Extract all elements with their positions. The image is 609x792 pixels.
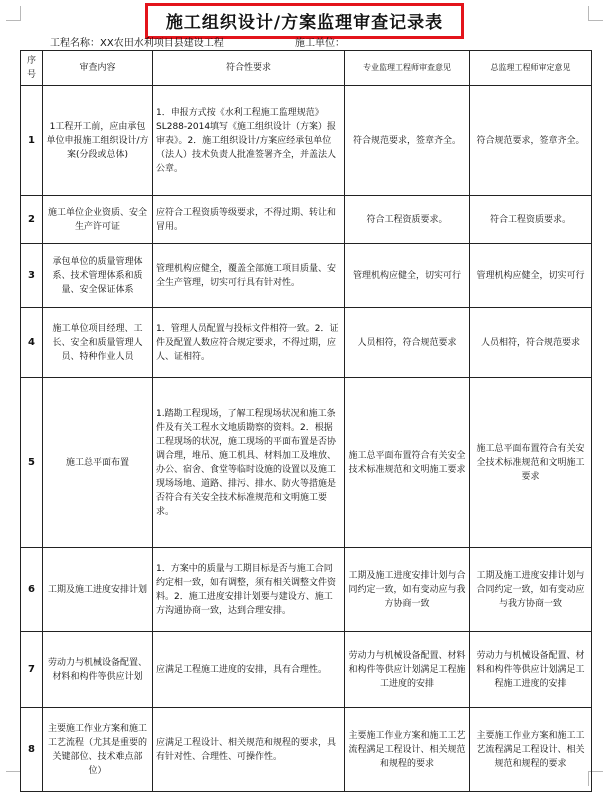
row-engineer-opinion: 劳动力与机械设备配置、材料和构件等供应计划满足工程施工进度的安排 xyxy=(345,632,470,708)
row-item: 承包单位的质量管理体系、技术管理体系和质量、安全保证体系 xyxy=(43,244,153,308)
meta-line xyxy=(50,34,590,49)
row-engineer-opinion: 主要施工作业方案和施工工艺流程满足工程设计、相关规范和规程的要求 xyxy=(345,708,470,792)
table-row xyxy=(21,86,592,196)
row-engineer-opinion: 工期及施工进度安排计划与合同约定一致，如有变动应与我方协商一致 xyxy=(345,548,470,632)
row-chief-opinion: 管理机构应健全，切实可行 xyxy=(470,244,592,308)
row-item: 施工总平面布置 xyxy=(43,378,153,548)
header-engineer-opinion: 专业监理工程师审查意见 xyxy=(345,51,470,86)
row-requirement: 1.踏勘工程现场，了解工程现场状况和施工条件及有关工程水文地质勘察的资料。2．根据工程现场的状况，施工现场的平面布置是否协调合理，堆吊、施工机具、材料加工及堆放、办公、宿舍、食堂等临时设施的设置以及施工现场场地、道路、排污、排水、防火等措施是否符合有关安全技术标准规范和文明施工要求。 xyxy=(153,378,345,548)
row-engineer-opinion: 符合规范要求，签章齐全。 xyxy=(345,86,470,196)
row-no: 4 xyxy=(21,308,43,378)
table-row xyxy=(21,708,592,792)
row-chief-opinion: 人员相符，符合规范要求 xyxy=(470,308,592,378)
row-item: 施工单位企业资质、安全生产许可证 xyxy=(43,196,153,244)
row-requirement: 应满足工程施工进度的安排，具有合理性。 xyxy=(153,632,345,708)
header-item: 审查内容 xyxy=(43,51,153,86)
table-row xyxy=(21,632,592,708)
table-row xyxy=(21,196,592,244)
row-chief-opinion: 工期及施工进度安排计划与合同约定一致，如有变动应与我方协商一致 xyxy=(470,548,592,632)
table-header-row xyxy=(21,51,592,86)
row-item: 1工程开工前，应由承包单位申报施工组织设计/方案(分段或总体) xyxy=(43,86,153,196)
row-item: 主要施工作业方案和施工工艺流程（尤其是重要的关键部位、技术难点部位） xyxy=(43,708,153,792)
row-engineer-opinion: 管理机构应健全，切实可行 xyxy=(345,244,470,308)
header-requirement: 符合性要求 xyxy=(153,51,345,86)
review-table xyxy=(20,50,592,792)
document-title: 施工组织设计/方案监理审查记录表 xyxy=(145,3,464,39)
row-chief-opinion: 施工总平面布置符合有关安全技术标准规范和文明施工要求 xyxy=(470,378,592,548)
row-item: 劳动力与机械设备配置、材料和构件等供应计划 xyxy=(43,632,153,708)
row-requirement: 1．管理人员配置与投标文件相符一致。2．证件及配置人数应符合规定要求，不得过期，应人、证相符。 xyxy=(153,308,345,378)
row-requirement: 1．申报方式按《水利工程施工监理规范》SL288-2014填写《施工组织设计（方案）报审表》。2．施工组织设计/方案应经承包单位（法人）技术负责人批准签署齐全，并盖法人公章。 xyxy=(153,86,345,196)
construction-unit-label: 施工单位： xyxy=(295,38,345,49)
row-requirement: 应满足工程设计、相关规范和规程的要求，具有针对性、合理性、可操作性。 xyxy=(153,708,345,792)
table-row xyxy=(21,244,592,308)
table-row xyxy=(21,548,592,632)
row-engineer-opinion: 施工总平面布置符合有关安全技术标准规范和文明施工要求 xyxy=(345,378,470,548)
row-item: 施工单位项目经理、工长、安全和质量管理人员、特种作业人员 xyxy=(43,308,153,378)
row-no: 5 xyxy=(21,378,43,548)
row-requirement: 1．方案中的质量与工期目标是否与施工合同约定相一致，如有调整，须有相关调整文件资料。2．施工进度安排计划要与建设方、施工方沟通协商一致，达到合理安排。 xyxy=(153,548,345,632)
project-name xyxy=(50,34,295,49)
project-label: 工程名称： xyxy=(50,38,100,49)
row-no: 8 xyxy=(21,708,43,792)
page-corner-mark xyxy=(6,771,21,786)
header-no: 序号 xyxy=(21,51,43,86)
row-engineer-opinion: 人员相符，符合规范要求 xyxy=(345,308,470,378)
project-value: XX农田水利项目县建设工程 xyxy=(100,38,224,49)
row-requirement: 管理机构应健全，覆盖全部施工项目质量、安全生产管理，切实可行具有针对性。 xyxy=(153,244,345,308)
row-no: 6 xyxy=(21,548,43,632)
row-chief-opinion: 劳动力与机械设备配置、材料和构件等供应计划满足工程施工进度的安排 xyxy=(470,632,592,708)
row-chief-opinion: 主要施工作业方案和施工工艺流程满足工程设计、相关规范和规程的要求 xyxy=(470,708,592,792)
header-chief-opinion: 总监理工程师审定意见 xyxy=(470,51,592,86)
row-no: 2 xyxy=(21,196,43,244)
row-item: 工期及施工进度安排计划 xyxy=(43,548,153,632)
table-row xyxy=(21,308,592,378)
table-row xyxy=(21,378,592,548)
row-no: 3 xyxy=(21,244,43,308)
row-chief-opinion: 符合规范要求，签章齐全。 xyxy=(470,86,592,196)
row-no: 1 xyxy=(21,86,43,196)
row-requirement: 应符合工程资质等级要求，不得过期、转让和冒用。 xyxy=(153,196,345,244)
row-no: 7 xyxy=(21,632,43,708)
row-engineer-opinion: 符合工程资质要求。 xyxy=(345,196,470,244)
row-chief-opinion: 符合工程资质要求。 xyxy=(470,196,592,244)
